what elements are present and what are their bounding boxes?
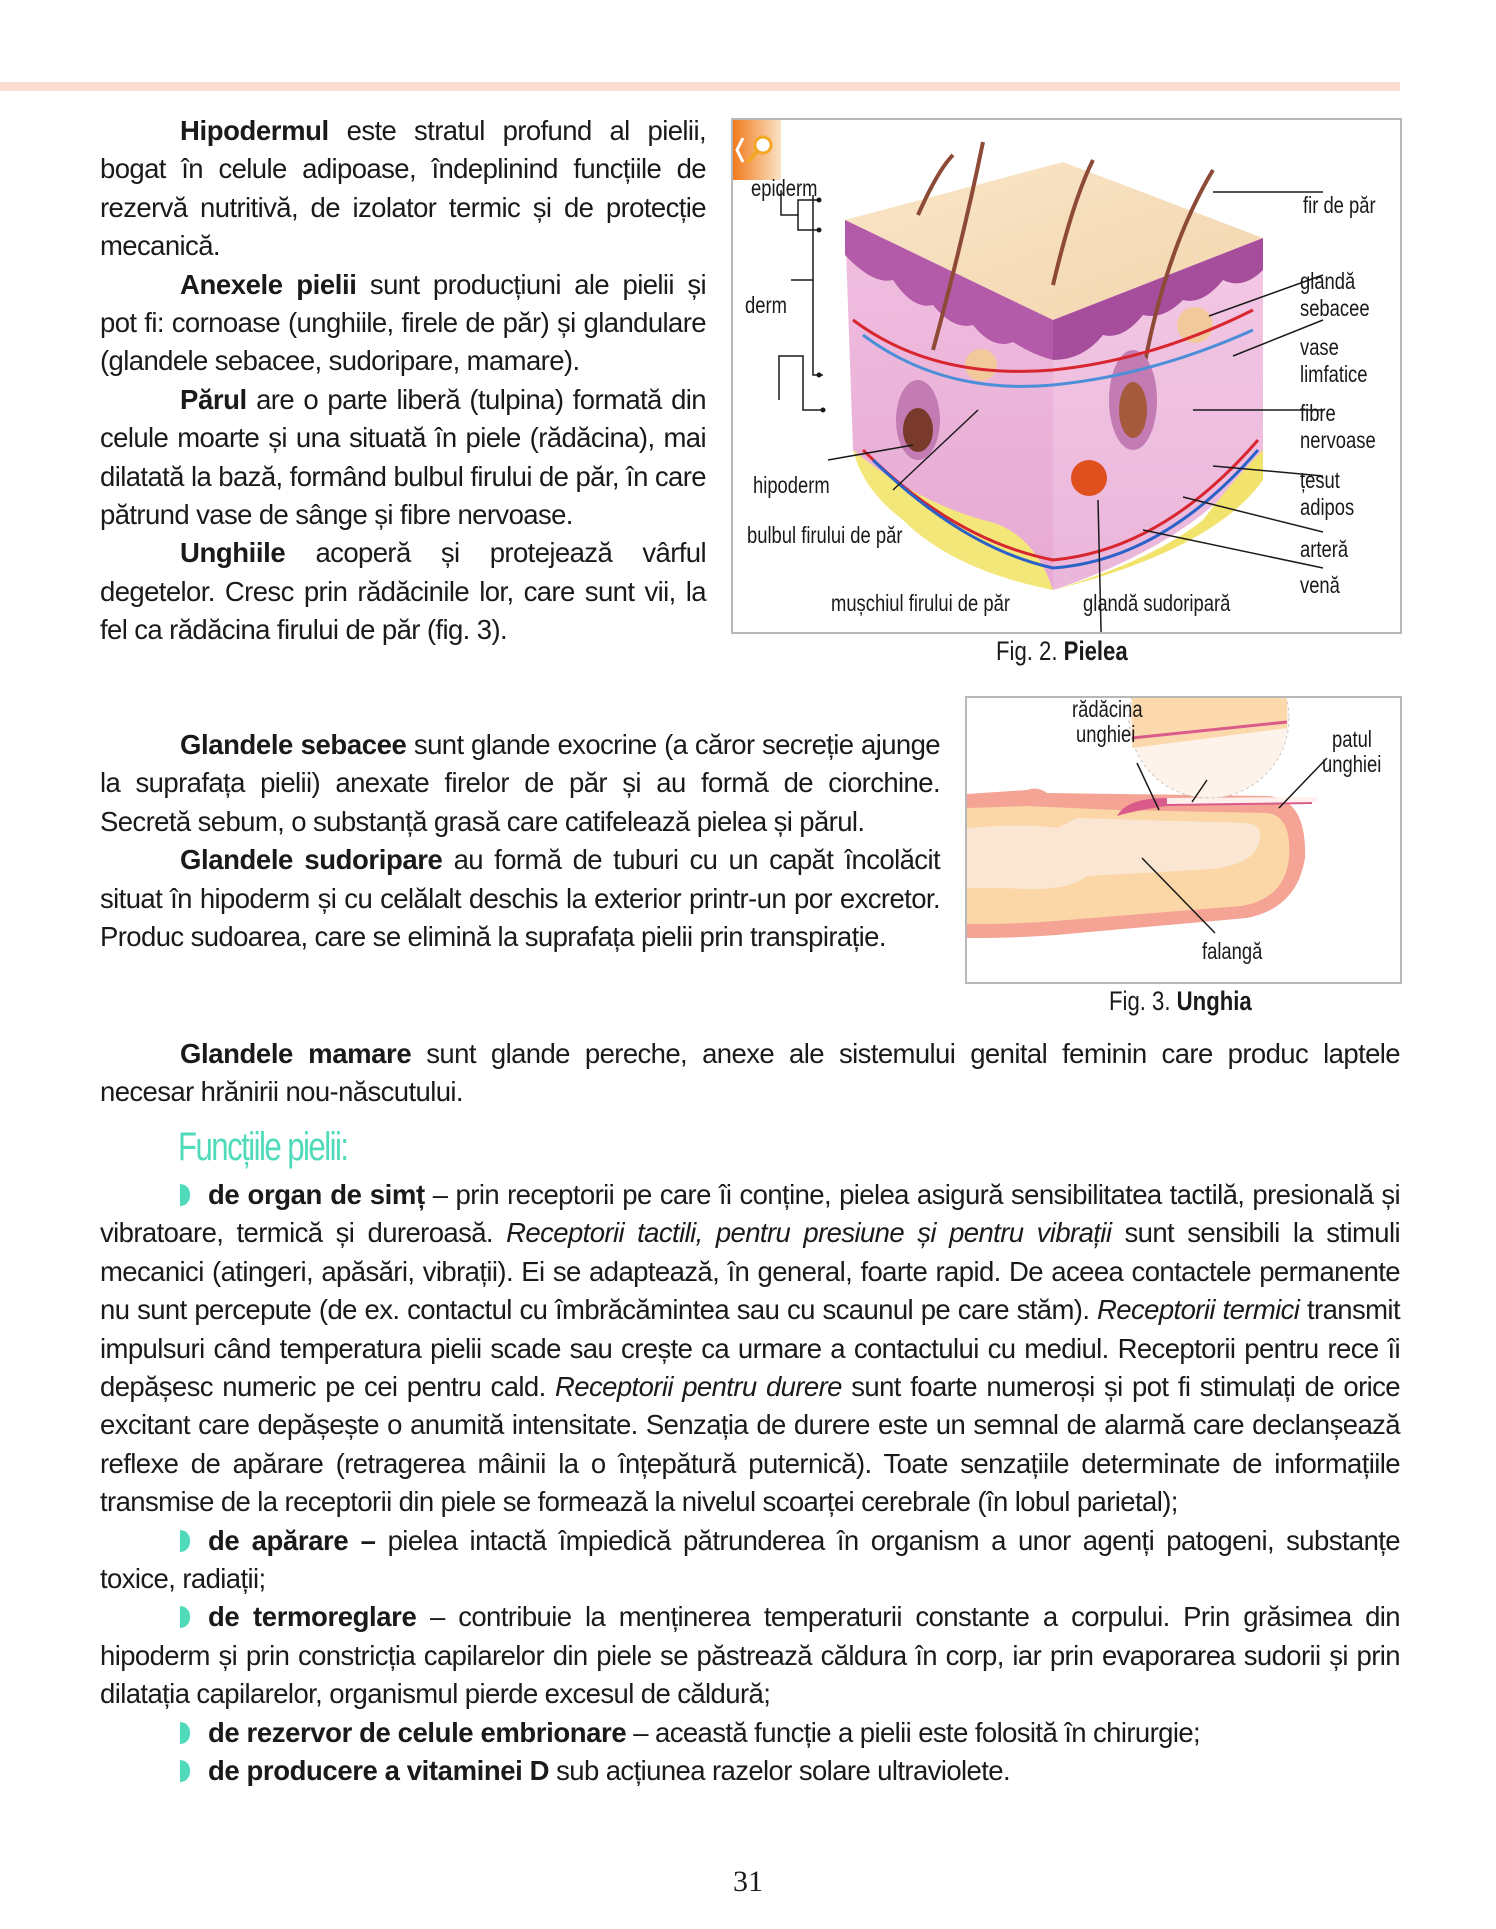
label-muschiul: mușchiul firului de păr: [831, 590, 1010, 616]
label-radacina-2: unghiei: [1076, 721, 1136, 747]
body-text: transmit impulsuri când temperatura pielii scade sau crește ca urmare a contactului cu mediul. Receptorii pentru rece îi depășesc numeric pe cei pentru cald.: [100, 1294, 1400, 1403]
label-patul-1: patul: [1332, 726, 1372, 752]
body-text: – contribuie la menținerea temperaturii constante a corpului. Prin grăsimea din hipoderm și prin constricția capilarelor din piele se păstrează căldura în corp, iar prin evaporarea sudorii și prin dilatația capilarelor, organismul pierde excesul de căldură;: [100, 1601, 1400, 1710]
text-column-middle: [100, 726, 940, 956]
function-item: [100, 1598, 1400, 1713]
page-number: 31: [733, 1865, 763, 1898]
function-item: [100, 1522, 1400, 1599]
bullet-icon: [180, 1530, 190, 1552]
bullet-icon: [180, 1722, 190, 1744]
label-tesut-2: adipos: [1300, 494, 1355, 520]
bullet-icon: [180, 1184, 190, 1206]
body-text: pielea intactă împiedică pătrunderea în organism a unor agenți patogeni, substanțe toxice, radiații;: [100, 1524, 1401, 1595]
body-text: sub acțiunea razelor solare ultraviolete.: [549, 1755, 1011, 1787]
function-title: de termoreglare: [208, 1601, 417, 1633]
label-fibre-2: nervoase: [1300, 427, 1376, 453]
figure-nail: [965, 696, 1402, 984]
label-fir-de-par: fir de păr: [1303, 192, 1376, 218]
body-text: – prin receptorii pe care îi conține, pielea asigură sensibilitatea tactilă, presională și vibratoare, termică și dureroasă.: [100, 1179, 1401, 1249]
top-decorative-bar: [0, 82, 1400, 91]
label-fibre-1: fibre: [1300, 400, 1336, 426]
label-bulbul: bulbul firului de păr: [747, 522, 903, 548]
emphasis-text: Receptorii termici: [1097, 1294, 1300, 1326]
label-artera: arteră: [1300, 536, 1349, 562]
paragraph-anexe: Anexele pielii sunt producțiuni ale pielii și pot fi: cornoase (unghiile, firele de păr) și glandulare (glandele sebacee, sudoripare, mamare).: [100, 268, 706, 377]
function-title: de producere a vitaminei D: [208, 1755, 550, 1787]
function-item: [100, 1176, 1400, 1522]
bullet-icon: [180, 1760, 190, 1782]
label-derm: derm: [745, 292, 787, 318]
label-vase-2: limfatice: [1300, 361, 1368, 387]
function-title: de apărare –: [208, 1524, 376, 1556]
label-sebacee-1: glandă: [1300, 268, 1356, 294]
figure-skin: [731, 118, 1402, 634]
magnifier-icon: [733, 120, 781, 180]
functions-list: [100, 1176, 1400, 1791]
label-vena: venă: [1300, 572, 1340, 598]
body-text: sunt sensibili la stimuli mecanici (atingeri, apăsări, vibrații). Ei se adaptează, în general, foarte rapid. De aceea contactele permanente nu sunt percepute (de ex. contactul cu îmbrăcămintea sau cu scaunul pe care stăm).: [100, 1217, 1400, 1326]
label-hipoderm: hipoderm: [753, 472, 830, 498]
text-column-upper: [100, 112, 706, 650]
emphasis-text: Receptorii pentru durere: [555, 1371, 842, 1403]
section-heading-functions: Funcțiile pielii:: [178, 1125, 348, 1169]
function-title: de rezervor de celule embrionare: [208, 1716, 627, 1748]
paragraph-hipoderm: Hipodermul este stratul profund al pielii, bogat în celule adipoase, îndeplinind funcțiile de rezervă nutritivă, de izolator termic și de protecție mecanică.: [100, 115, 706, 262]
paragraph-parul: Părul are o parte liberă (tulpina) formată din celule moarte și una situată în piele (rădăcina), mai dilatată la bază, formând bulbul firului de păr, în care pătrund vase de sânge și fibre nervoase.: [100, 383, 706, 531]
label-patul-2: unghiei: [1322, 751, 1382, 777]
label-vase-1: vase: [1300, 334, 1339, 360]
bullet-icon: [180, 1606, 190, 1628]
body-text: sunt foarte numeroși și pot fi stimulați de orice excitant care depășește o anumită intensitate. Senzația de durere este un semnal de alarmă care declanșează reflexe de apărare (retragerea mâinii la o înțepătură puternică). Toate senzațiile determinate de informațiile transmise de la receptorii din piele se formează la nivelul scoarței cerebrale (în lobul parietal);: [100, 1371, 1400, 1518]
paragraph-unghiile: Unghiile acoperă și protejează vârful degetelor. Cresc prin rădăcinile lor, care sunt vii, la fel ca rădăcina firului de păr (fig. 3).: [100, 537, 706, 646]
text-full-width: [100, 1035, 1400, 1112]
label-sudoripara: glandă sudoripară: [1083, 590, 1231, 616]
paragraph-sebacee: Glandele sebacee sunt glande exocrine (a căror secreție ajunge la suprafața pielii) anexate firelor de păr și au formă de ciorchine. Secretă sebum, o substanță grasă care catifelează pielea și părul.: [100, 729, 940, 837]
function-item: [100, 1714, 1400, 1752]
function-title: de organ de simț: [208, 1179, 425, 1210]
body-text: – această funcție a pielii este folosită în chirurgie;: [626, 1716, 1201, 1748]
emphasis-text: Receptorii tactili, pentru presiune și pentru vibrații: [506, 1217, 1112, 1249]
label-sebacee-2: sebacee: [1300, 295, 1370, 321]
paragraph-sudoripare: Glandele sudoripare au formă de tuburi cu un capăt încolăcit situat în hipoderm și cu celălalt deschis la exterior printr-un por excretor. Produc sudoarea, care se elimină la suprafața pielii prin transpirație.: [100, 844, 940, 953]
label-epiderm: epiderm: [751, 175, 818, 201]
function-item: [100, 1752, 1400, 1790]
label-tesut-1: țesut: [1300, 467, 1340, 493]
figure2-caption: Fig. 2. Pielea: [996, 636, 1128, 666]
label-radacina-1: rădăcina: [1072, 696, 1143, 722]
paragraph-mamare: Glandele mamare sunt glande pereche, anexe ale sistemului genital feminin care produc laptele necesar hrănirii nou-născutului.: [100, 1038, 1401, 1108]
label-falanga: falangă: [1202, 938, 1263, 964]
figure3-caption: Fig. 3. Unghia: [1109, 986, 1252, 1016]
